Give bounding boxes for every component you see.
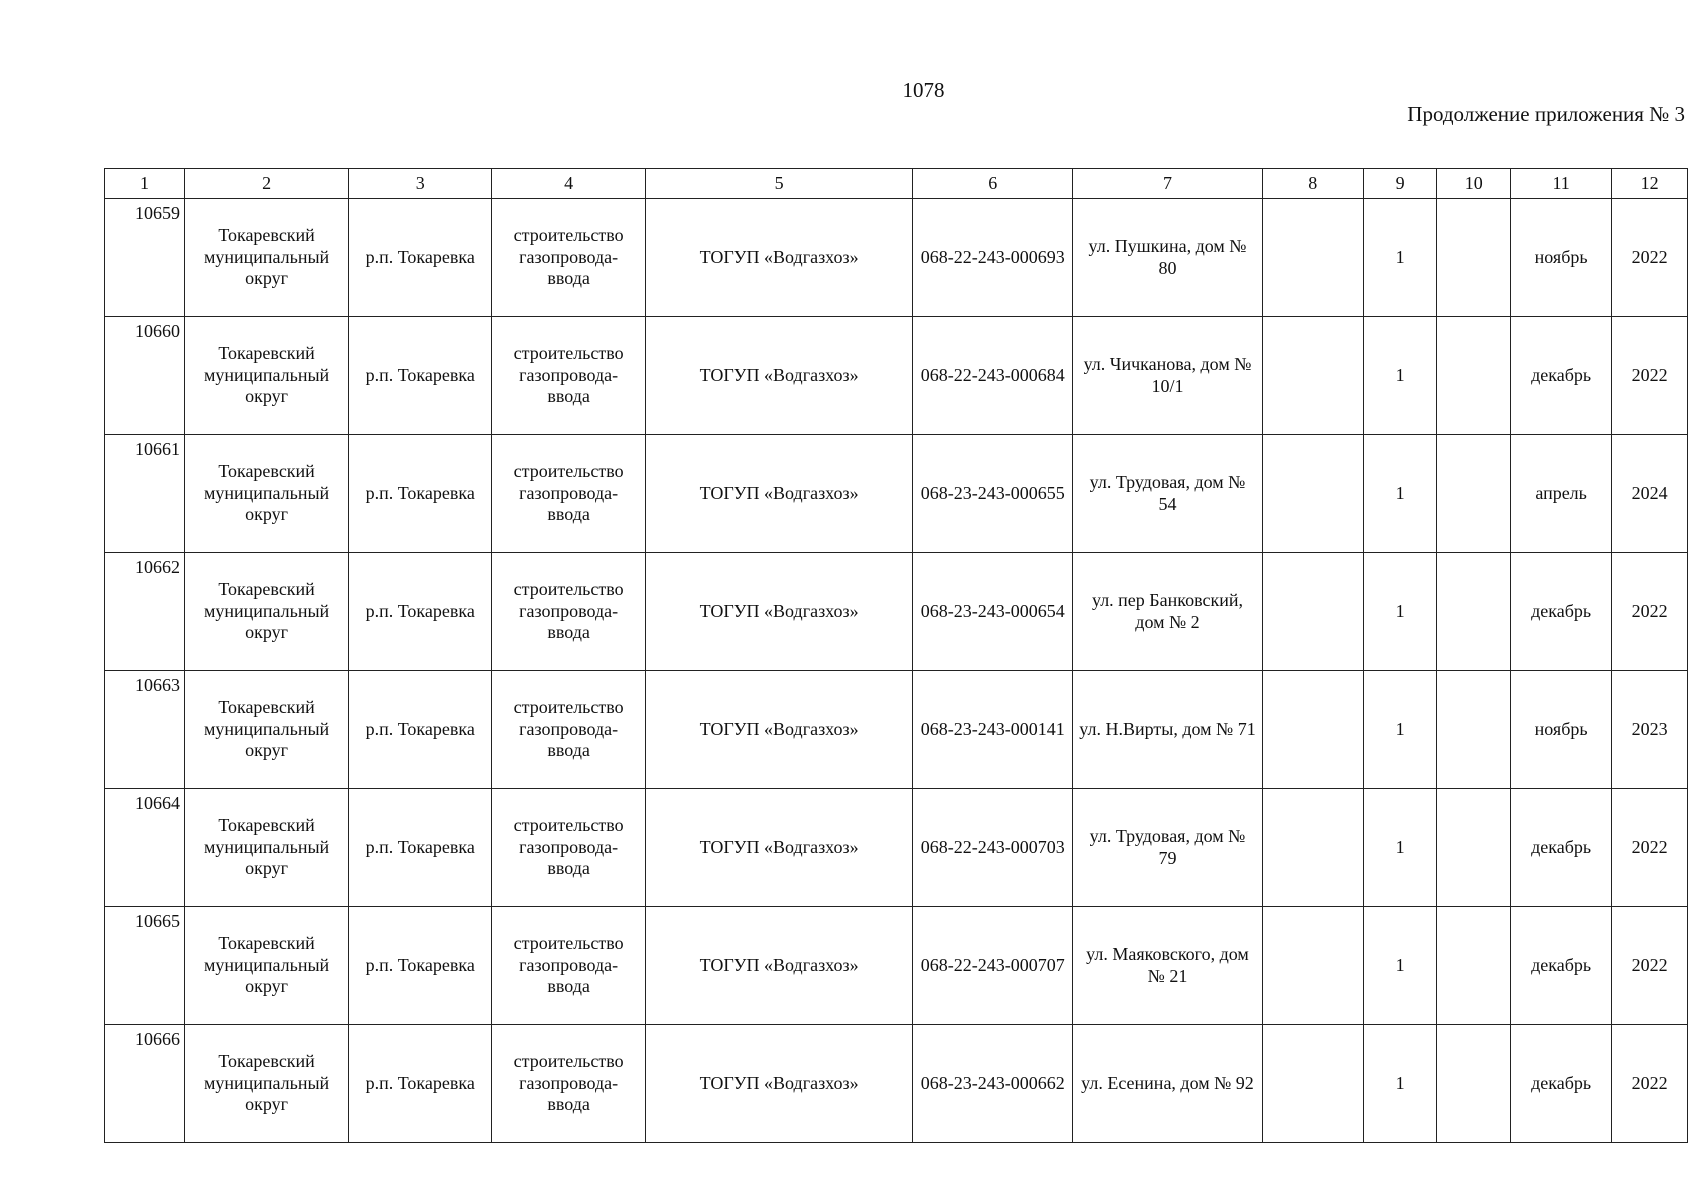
column-header: 8	[1262, 169, 1363, 199]
empty-cell	[1262, 199, 1363, 317]
column-header: 6	[913, 169, 1073, 199]
district-cell: Токаревский муниципальный округ	[184, 671, 348, 789]
row-number: 10661	[105, 435, 185, 553]
address-cell: ул. Чичканова, дом № 10/1	[1073, 317, 1262, 435]
organization-cell: ТОГУП «Водгазхоз»	[645, 199, 912, 317]
count-cell: 1	[1363, 435, 1437, 553]
empty-cell	[1437, 553, 1511, 671]
district-cell: Токаревский муниципальный округ	[184, 553, 348, 671]
table-row	[105, 553, 1688, 671]
empty-cell	[1437, 789, 1511, 907]
work-type-cell: строительство газопровода-ввода	[492, 907, 646, 1025]
row-number: 10662	[105, 553, 185, 671]
count-cell: 1	[1363, 789, 1437, 907]
count-cell: 1	[1363, 553, 1437, 671]
settlement-cell: р.п. Токаревка	[349, 435, 492, 553]
month-cell: декабрь	[1511, 907, 1612, 1025]
row-number: 10664	[105, 789, 185, 907]
empty-cell	[1437, 907, 1511, 1025]
year-cell: 2022	[1612, 553, 1688, 671]
row-number: 10659	[105, 199, 185, 317]
year-cell: 2022	[1612, 1025, 1688, 1143]
address-cell: ул. Трудовая, дом № 79	[1073, 789, 1262, 907]
organization-cell: ТОГУП «Водгазхоз»	[645, 553, 912, 671]
address-cell: ул. пер Банковский, дом № 2	[1073, 553, 1262, 671]
code-cell: 068-23-243-000655	[913, 435, 1073, 553]
work-type-cell: строительство газопровода-ввода	[492, 199, 646, 317]
settlement-cell: р.п. Токаревка	[349, 553, 492, 671]
header-row	[105, 169, 1688, 199]
empty-cell	[1437, 671, 1511, 789]
column-header: 5	[645, 169, 912, 199]
registry-table	[104, 168, 1688, 1143]
column-header: 9	[1363, 169, 1437, 199]
address-cell: ул. Пушкина, дом № 80	[1073, 199, 1262, 317]
organization-cell: ТОГУП «Водгазхоз»	[645, 317, 912, 435]
row-number: 10660	[105, 317, 185, 435]
district-cell: Токаревский муниципальный округ	[184, 317, 348, 435]
count-cell: 1	[1363, 1025, 1437, 1143]
address-cell: ул. Трудовая, дом № 54	[1073, 435, 1262, 553]
column-header: 10	[1437, 169, 1511, 199]
work-type-cell: строительство газопровода-ввода	[492, 317, 646, 435]
table-row	[105, 907, 1688, 1025]
month-cell: апрель	[1511, 435, 1612, 553]
count-cell: 1	[1363, 317, 1437, 435]
work-type-cell: строительство газопровода-ввода	[492, 553, 646, 671]
table-row	[105, 789, 1688, 907]
code-cell: 068-22-243-000703	[913, 789, 1073, 907]
count-cell: 1	[1363, 671, 1437, 789]
column-header: 1	[105, 169, 185, 199]
empty-cell	[1262, 1025, 1363, 1143]
empty-cell	[1262, 671, 1363, 789]
district-cell: Токаревский муниципальный округ	[184, 789, 348, 907]
table-row	[105, 435, 1688, 553]
address-cell: ул. Есенина, дом № 92	[1073, 1025, 1262, 1143]
count-cell: 1	[1363, 199, 1437, 317]
year-cell: 2022	[1612, 317, 1688, 435]
year-cell: 2022	[1612, 907, 1688, 1025]
settlement-cell: р.п. Токаревка	[349, 789, 492, 907]
settlement-cell: р.п. Токаревка	[349, 907, 492, 1025]
month-cell: декабрь	[1511, 553, 1612, 671]
district-cell: Токаревский муниципальный округ	[184, 435, 348, 553]
row-number: 10665	[105, 907, 185, 1025]
month-cell: ноябрь	[1511, 199, 1612, 317]
empty-cell	[1437, 199, 1511, 317]
row-number: 10666	[105, 1025, 185, 1143]
settlement-cell: р.п. Токаревка	[349, 1025, 492, 1143]
month-cell: ноябрь	[1511, 671, 1612, 789]
empty-cell	[1262, 907, 1363, 1025]
code-cell: 068-22-243-000693	[913, 199, 1073, 317]
year-cell: 2022	[1612, 789, 1688, 907]
district-cell: Токаревский муниципальный округ	[184, 907, 348, 1025]
code-cell: 068-23-243-000654	[913, 553, 1073, 671]
month-cell: декабрь	[1511, 1025, 1612, 1143]
appendix-note: Продолжение приложения № 3	[1407, 102, 1685, 126]
work-type-cell: строительство газопровода-ввода	[492, 789, 646, 907]
empty-cell	[1437, 435, 1511, 553]
page-number: 1078	[902, 78, 945, 102]
month-cell: декабрь	[1511, 789, 1612, 907]
code-cell: 068-23-243-000662	[913, 1025, 1073, 1143]
empty-cell	[1437, 317, 1511, 435]
work-type-cell: строительство газопровода-ввода	[492, 1025, 646, 1143]
code-cell: 068-22-243-000707	[913, 907, 1073, 1025]
settlement-cell: р.п. Токаревка	[349, 671, 492, 789]
column-header: 3	[349, 169, 492, 199]
year-cell: 2024	[1612, 435, 1688, 553]
organization-cell: ТОГУП «Водгазхоз»	[645, 907, 912, 1025]
code-cell: 068-22-243-000684	[913, 317, 1073, 435]
column-header: 11	[1511, 169, 1612, 199]
column-header: 4	[492, 169, 646, 199]
empty-cell	[1262, 553, 1363, 671]
table-row	[105, 199, 1688, 317]
count-cell: 1	[1363, 907, 1437, 1025]
address-cell: ул. Маяковского, дом № 21	[1073, 907, 1262, 1025]
district-cell: Токаревский муниципальный округ	[184, 199, 348, 317]
settlement-cell: р.п. Токаревка	[349, 317, 492, 435]
code-cell: 068-23-243-000141	[913, 671, 1073, 789]
year-cell: 2022	[1612, 199, 1688, 317]
settlement-cell: р.п. Токаревка	[349, 199, 492, 317]
row-number: 10663	[105, 671, 185, 789]
work-type-cell: строительство газопровода-ввода	[492, 671, 646, 789]
district-cell: Токаревский муниципальный округ	[184, 1025, 348, 1143]
column-header: 7	[1073, 169, 1262, 199]
table-row	[105, 1025, 1688, 1143]
organization-cell: ТОГУП «Водгазхоз»	[645, 671, 912, 789]
empty-cell	[1262, 317, 1363, 435]
month-cell: декабрь	[1511, 317, 1612, 435]
column-header: 12	[1612, 169, 1688, 199]
table-row	[105, 317, 1688, 435]
table-row	[105, 671, 1688, 789]
column-header: 2	[184, 169, 348, 199]
empty-cell	[1262, 789, 1363, 907]
work-type-cell: строительство газопровода-ввода	[492, 435, 646, 553]
empty-cell	[1437, 1025, 1511, 1143]
empty-cell	[1262, 435, 1363, 553]
year-cell: 2023	[1612, 671, 1688, 789]
organization-cell: ТОГУП «Водгазхоз»	[645, 789, 912, 907]
organization-cell: ТОГУП «Водгазхоз»	[645, 435, 912, 553]
organization-cell: ТОГУП «Водгазхоз»	[645, 1025, 912, 1143]
address-cell: ул. Н.Вирты, дом № 71	[1073, 671, 1262, 789]
